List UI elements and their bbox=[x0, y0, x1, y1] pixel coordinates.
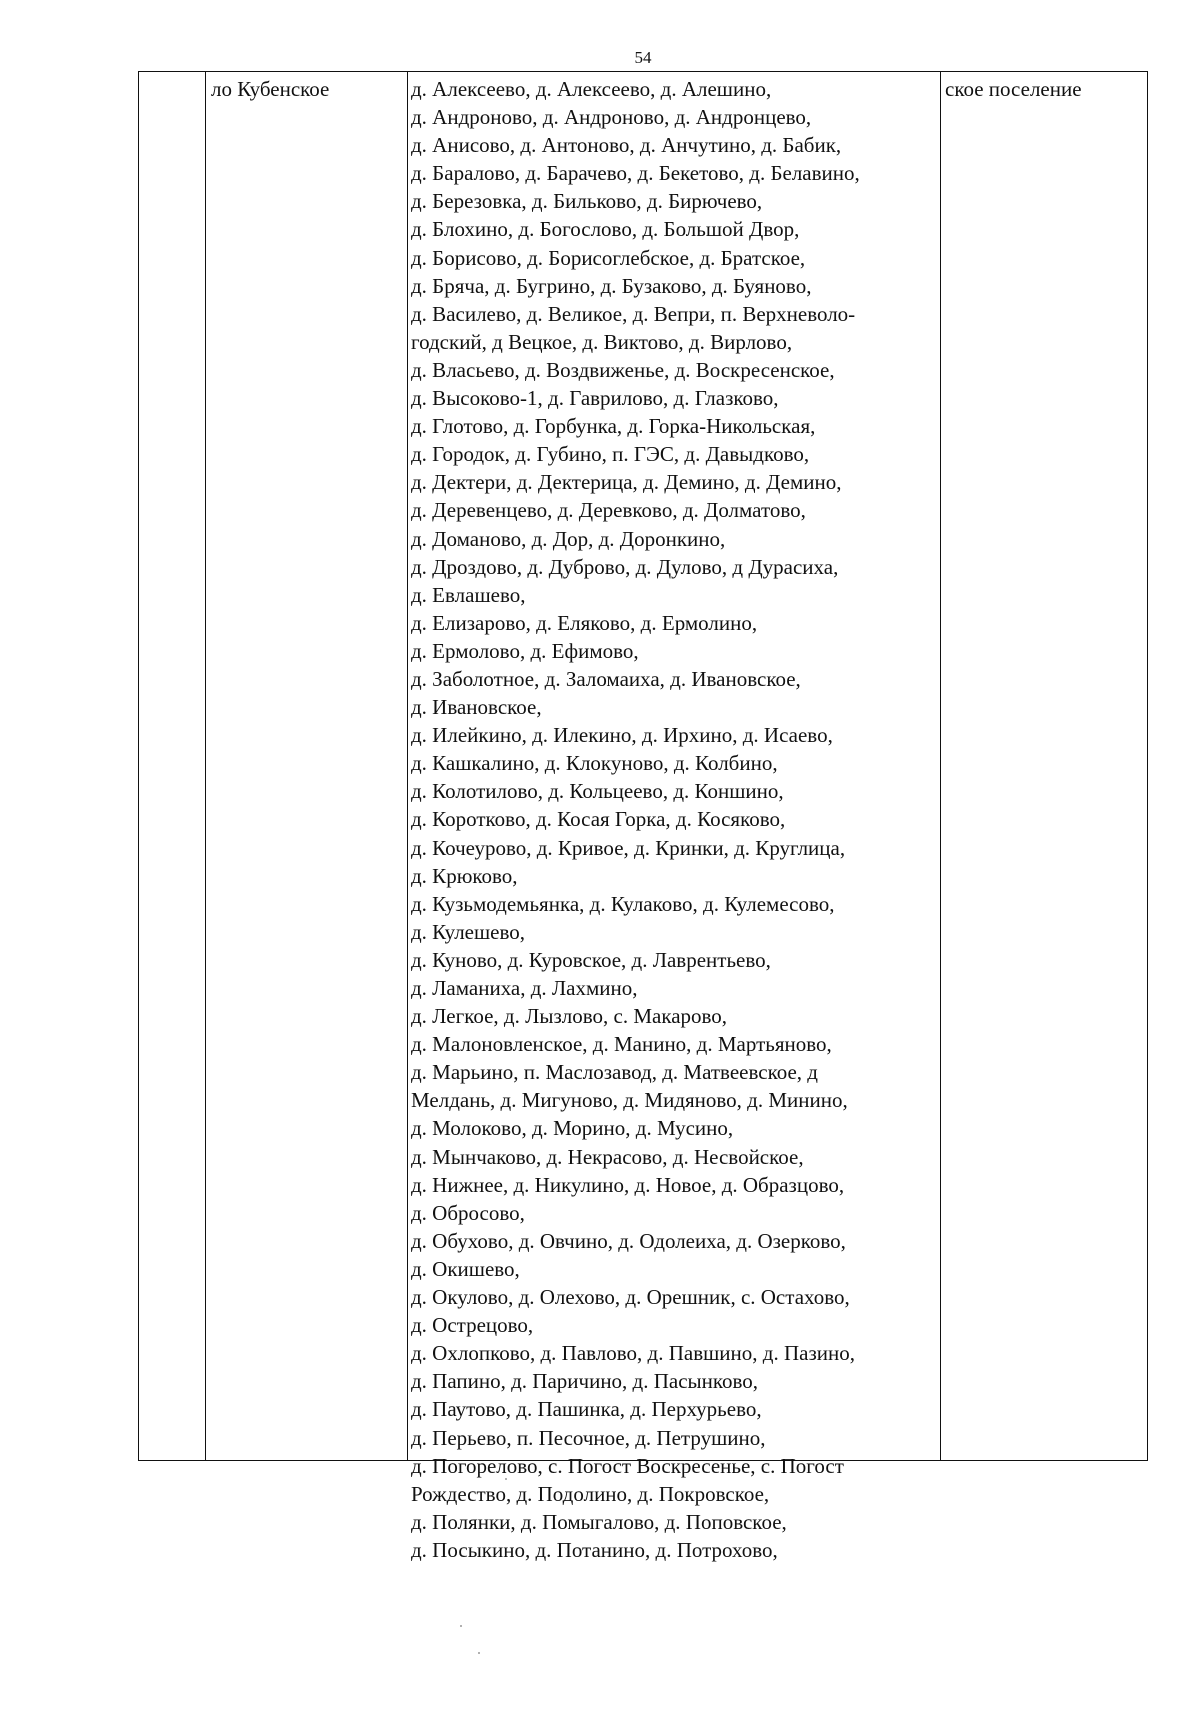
locality-line: д. Ивановское, bbox=[411, 695, 542, 720]
locality-line: д. Кулешево, bbox=[411, 919, 526, 944]
locality-line: д. Алексеево, д. Алексеево, д. Алешино, bbox=[411, 77, 772, 101]
locality-line: д. Ермолово, д. Ефимово, bbox=[411, 638, 639, 663]
locality-line: д. Блохино, д. Богослово, д. Большой Двор, bbox=[411, 217, 800, 242]
locality-line: д. Деревенцево, д. Деревково, д. Долматово, bbox=[411, 498, 806, 523]
locality-line: д. Березовка, д. Бильково, д. Бирючево, bbox=[411, 189, 763, 214]
locality-line: д. Баралово, д. Барачево, д. Бекетово, д. Белавино, bbox=[411, 161, 860, 186]
localities-list bbox=[411, 75, 860, 1564]
locality-line: д. Дектери, д. Дектерица, д. Демино, д. Демино, bbox=[411, 470, 842, 495]
locality-line: д. Крюково, bbox=[411, 863, 518, 888]
locality-line: д. Нижнее, д. Никулино, д. Новое, д. Образцово, bbox=[411, 1172, 845, 1197]
locality-line: д. Молоково, д. Морино, д. Мусино, bbox=[411, 1116, 734, 1141]
locality-line: д. Колотилово, д. Кольцеево, д. Коншино, bbox=[411, 779, 784, 804]
locality-line: д. Окишево, bbox=[411, 1256, 520, 1281]
locality-line: д. Анисово, д. Антоново, д. Анчутино, д. Бабик, bbox=[411, 133, 842, 158]
locality-line: д. Андроново, д. Андроново, д. Андронцево, bbox=[411, 105, 812, 130]
locality-line: д. Полянки, д. Помыгалово, д. Поповское, bbox=[411, 1509, 787, 1534]
locality-line: Рождество, д. Подолино, д. Покровское, bbox=[411, 1481, 770, 1506]
locality-line: д. Высоково-1, д. Гаврилово, д. Глазково, bbox=[411, 386, 779, 411]
locality-line: д. Куново, д. Куровское, д. Лаврентьево, bbox=[411, 947, 771, 972]
locality-line: Мелдань, д. Мигуново, д. Мидяново, д. Минино, bbox=[411, 1088, 848, 1113]
locality-line: д. Кочеурово, д. Кривое, д. Кринки, д. Круглица, bbox=[411, 835, 846, 860]
locality-line: д. Елизарово, д. Еляково, д. Ермолино, bbox=[411, 610, 758, 635]
locality-line: д. Марьино, п. Маслозавод, д. Матвеевское, д bbox=[411, 1060, 818, 1085]
settlements-table bbox=[138, 71, 1148, 1562]
locality-line: д. Илейкино, д. Илекино, д. Ирхино, д. Исаево, bbox=[411, 723, 833, 748]
locality-line: д. Окулово, д. Олехово, д. Орешник, с. Остахово, bbox=[411, 1285, 850, 1310]
locality-line: д. Перьево, п. Песочное, д. Петрушино, bbox=[411, 1425, 766, 1450]
locality-line: д. Ламаниха, д. Лахмино, bbox=[411, 976, 638, 1000]
district-name-cell: ло Кубенское bbox=[211, 77, 330, 101]
locality-line: д. Власьево, д. Воздвиженье, д. Воскресенское, bbox=[411, 357, 835, 382]
page-number: 54 bbox=[634, 48, 652, 67]
locality-line: годский, д Вецкое, д. Виктово, д. Вирлово, bbox=[411, 329, 793, 354]
locality-line: д. Глотово, д. Горбунка, д. Горка-Никольская, bbox=[411, 414, 816, 439]
locality-line: д. Доманово, д. Дор, д. Доронкино, bbox=[411, 526, 726, 551]
locality-line: д. Городок, д. Губино, п. ГЭС, д. Давыдково, bbox=[411, 442, 810, 467]
locality-line: д. Обухово, д. Овчино, д. Одолеиха, д. Озерково, bbox=[411, 1228, 846, 1253]
locality-line: д. Обросово, bbox=[411, 1200, 525, 1225]
locality-line: д. Дроздово, д. Дуброво, д. Дулово, д Дурасиха, bbox=[411, 554, 839, 579]
settlement-type-cell: ское поселение bbox=[945, 77, 1082, 101]
locality-line: д. Папино, д. Паричино, д. Пасынково, bbox=[411, 1369, 759, 1394]
column-divider bbox=[407, 72, 408, 1460]
locality-line: д. Борисово, д. Борисоглебское, д. Братское, bbox=[411, 245, 806, 270]
locality-line: д. Малоновленское, д. Манино, д. Мартьяново, bbox=[411, 1032, 832, 1057]
scan-speck bbox=[478, 1652, 480, 1654]
locality-line: д. Острецово, bbox=[411, 1313, 534, 1338]
locality-line: д. Легкое, д. Лызлово, с. Макарово, bbox=[411, 1004, 728, 1029]
locality-line: д. Василево, д. Великое, д. Вепри, п. Верхневоло- bbox=[411, 301, 856, 326]
scan-speck bbox=[505, 1478, 507, 1480]
locality-line: д. Кашкалино, д. Клокуново, д. Колбино, bbox=[411, 751, 778, 776]
column-divider bbox=[940, 72, 941, 1460]
scan-speck bbox=[460, 1625, 462, 1627]
locality-line: д. Мынчаково, д. Некрасово, д. Несвойское, bbox=[411, 1144, 804, 1169]
locality-line: д. Евлашево, bbox=[411, 582, 526, 607]
locality-line: д. Посыкино, д. Потанино, д. Потрохово, bbox=[411, 1537, 778, 1562]
locality-line: д. Кузьмодемьянка, д. Кулаково, д. Кулемесово, bbox=[411, 891, 835, 916]
locality-line: д. Коротково, д. Косая Горка, д. Косяково, bbox=[411, 807, 786, 832]
locality-line: д. Погорелово, с. Погост Воскресенье, с. Погост bbox=[411, 1453, 844, 1478]
column-divider bbox=[205, 72, 206, 1460]
locality-line: д. Заболотное, д. Заломаиха, д. Ивановское, bbox=[411, 666, 801, 691]
locality-line: д. Паутово, д. Пашинка, д. Перхурьево, bbox=[411, 1397, 762, 1422]
locality-line: д. Бряча, д. Бугрино, д. Бузаково, д. Буяново, bbox=[411, 273, 812, 298]
locality-line: д. Охлопково, д. Павлово, д. Павшино, д. Пазино, bbox=[411, 1341, 855, 1366]
